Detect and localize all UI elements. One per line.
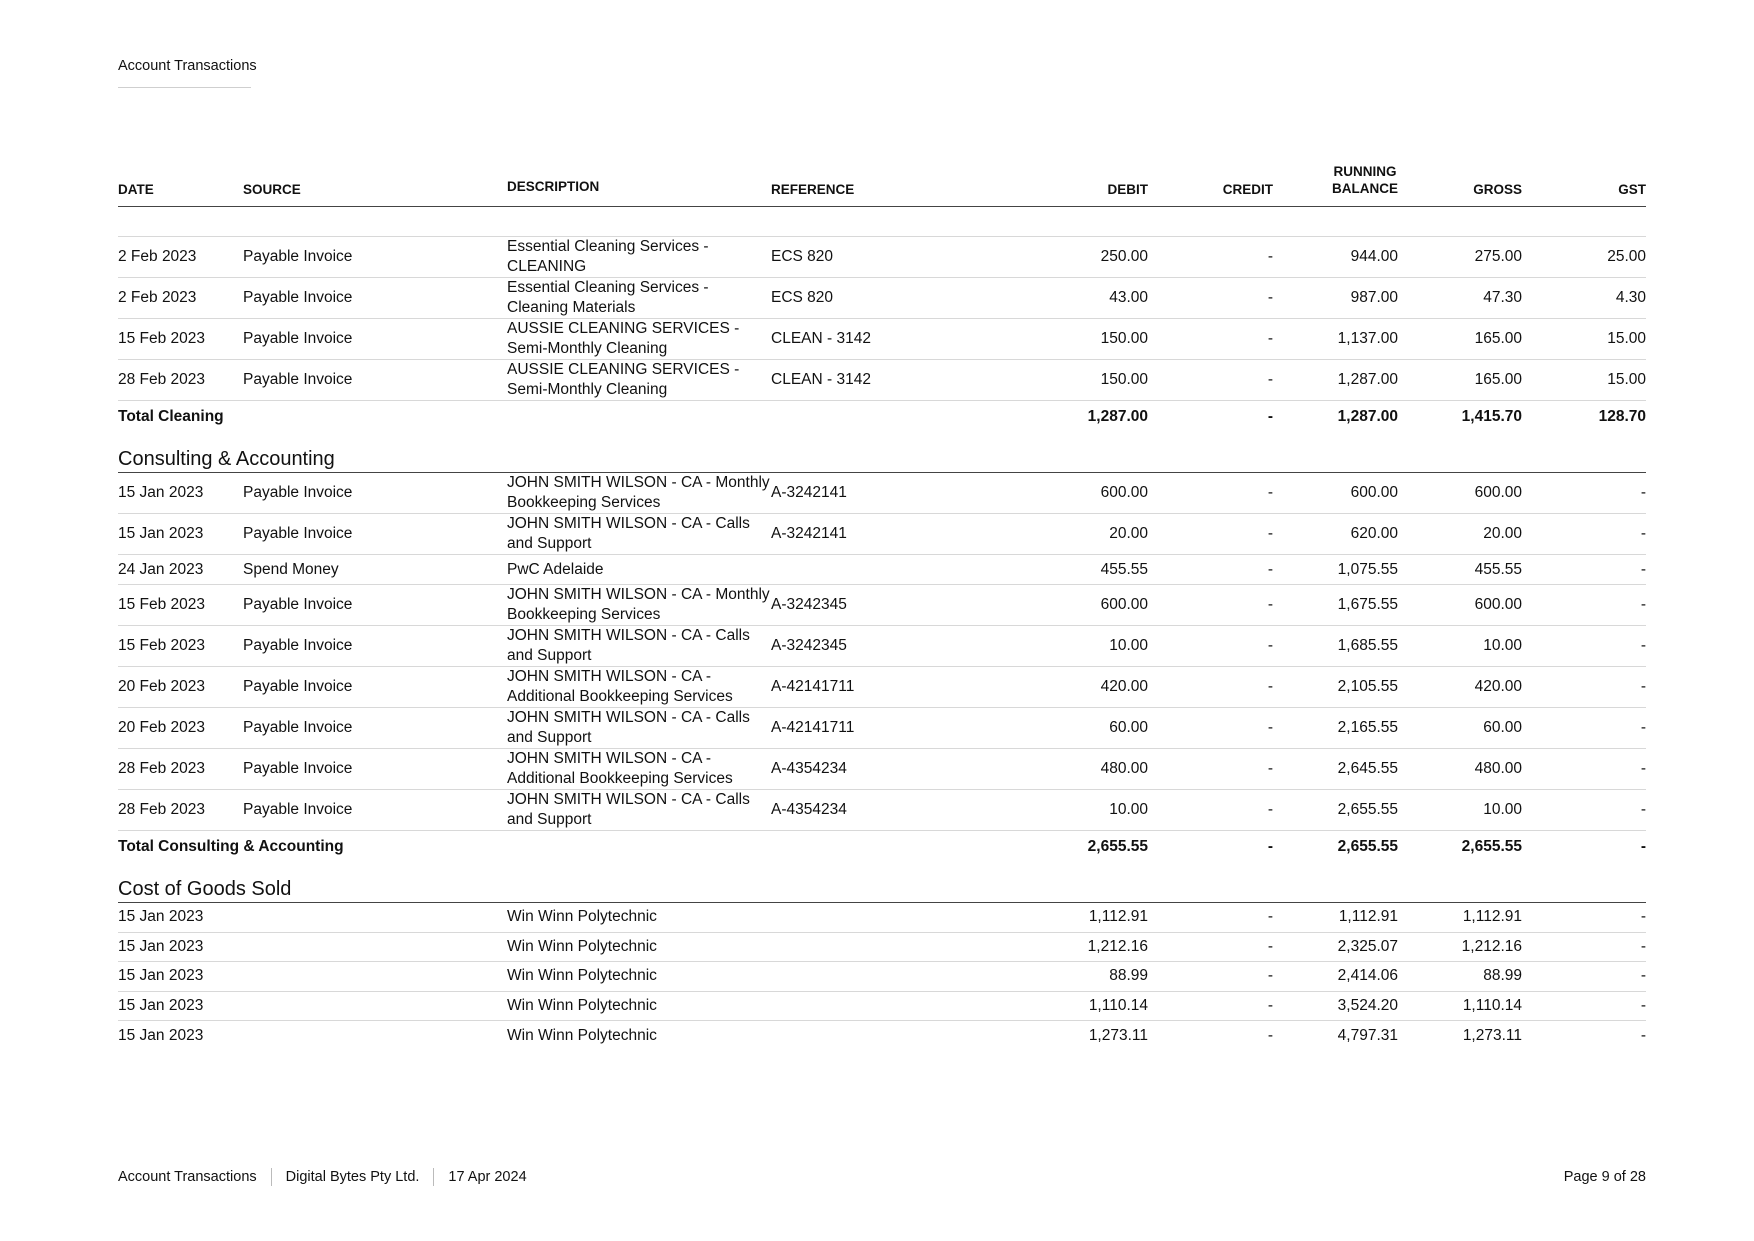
cell-gross: 600.00: [1474, 596, 1522, 613]
cell-description: JOHN SMITH WILSON - CA - Calls and Support: [507, 627, 750, 664]
cell-description: Win Winn Polytechnic: [507, 967, 657, 985]
table-row: [118, 790, 1646, 831]
cell-credit: -: [1267, 637, 1273, 654]
cell-running-balance: 1,137.00: [1337, 330, 1398, 347]
cell-running-balance: 1,685.55: [1337, 637, 1398, 654]
cell-date: 20 Feb 2023: [118, 678, 206, 695]
cell-credit: -: [1267, 289, 1273, 306]
cell-debit: 20.00: [1109, 525, 1148, 542]
cell-reference: A-3242345: [771, 637, 847, 654]
cleaning-section: [118, 237, 1646, 401]
cell-date: 15 Feb 2023: [118, 596, 206, 613]
cell-date: 15 Feb 2023: [118, 637, 206, 654]
cell-description: PwC Adelaide: [507, 560, 604, 578]
cell-reference: A-3242141: [771, 525, 847, 542]
cell-description: Win Winn Polytechnic: [507, 908, 657, 926]
cell-debit: 250.00: [1100, 248, 1148, 265]
cell-gst: -: [1640, 719, 1646, 736]
transactions-table: [118, 165, 1646, 1051]
cell-source: Payable Invoice: [243, 525, 353, 542]
cell-date: 15 Jan 2023: [118, 967, 204, 985]
cell-date: 2 Feb 2023: [118, 289, 197, 306]
cell-credit: -: [1267, 560, 1273, 578]
total-gst: -: [1640, 838, 1646, 855]
table-row: [118, 555, 1646, 585]
cell-gross: 455.55: [1474, 560, 1522, 578]
table-row: [118, 514, 1646, 555]
cell-gross: 275.00: [1474, 248, 1522, 265]
cell-reference: CLEAN - 3142: [771, 371, 871, 388]
cell-reference: CLEAN - 3142: [771, 330, 871, 347]
total-gross: 2,655.55: [1461, 838, 1522, 855]
total-cleaning-row: [118, 401, 1646, 433]
cell-date: 15 Jan 2023: [118, 1026, 204, 1044]
cell-debit: 150.00: [1100, 330, 1148, 347]
cell-date: 15 Jan 2023: [118, 484, 204, 501]
cell-gst: 15.00: [1607, 371, 1646, 388]
cell-gst: -: [1640, 678, 1646, 695]
cell-date: 15 Jan 2023: [118, 908, 204, 926]
cell-gst: -: [1640, 760, 1646, 777]
cell-credit: -: [1267, 908, 1273, 926]
cell-running-balance: 2,645.55: [1337, 760, 1398, 777]
cell-source: Payable Invoice: [243, 289, 353, 306]
cell-date: 2 Feb 2023: [118, 248, 197, 265]
cell-credit: -: [1267, 678, 1273, 695]
cell-date: 15 Jan 2023: [118, 525, 204, 542]
cell-date: 15 Feb 2023: [118, 330, 206, 347]
cell-gross: 20.00: [1483, 525, 1522, 542]
table-row: [118, 278, 1646, 319]
cell-running-balance: 2,414.06: [1337, 967, 1398, 985]
cell-credit: -: [1267, 760, 1273, 777]
cell-description: AUSSIE CLEANING SERVICES - Semi-Monthly Cleaning: [507, 361, 740, 398]
cell-source: Payable Invoice: [243, 801, 353, 818]
cell-description: JOHN SMITH WILSON - CA - Calls and Support: [507, 515, 750, 552]
cell-gst: -: [1640, 996, 1646, 1014]
col-reference: REFERENCE: [771, 182, 855, 197]
cell-description: Essential Cleaning Services - CLEANING: [507, 238, 709, 275]
cell-debit: 1,110.14: [1088, 996, 1148, 1014]
cell-description: Win Winn Polytechnic: [507, 1026, 657, 1044]
cell-debit: 480.00: [1100, 760, 1148, 777]
cell-reference: A-4354234: [771, 760, 847, 777]
table-row: [118, 903, 1646, 933]
cell-running-balance: 1,287.00: [1337, 371, 1398, 388]
cell-description: AUSSIE CLEANING SERVICES - Semi-Monthly Cleaning: [507, 320, 740, 357]
cell-description: JOHN SMITH WILSON - CA - Additional Bookkeeping Services: [507, 668, 733, 705]
cell-running-balance: 1,675.55: [1337, 596, 1398, 613]
cell-description: Win Winn Polytechnic: [507, 996, 657, 1014]
cell-debit: 600.00: [1100, 484, 1148, 501]
cell-description: JOHN SMITH WILSON - CA - Monthly Bookkeeping Services: [507, 474, 770, 511]
cell-description: JOHN SMITH WILSON - CA - Monthly Bookkeeping Services: [507, 586, 770, 623]
cell-description: Essential Cleaning Services - Cleaning Materials: [507, 279, 709, 316]
cell-source: Payable Invoice: [243, 248, 353, 265]
cell-source: Payable Invoice: [243, 484, 353, 501]
consulting-section: [118, 473, 1646, 831]
total-label: Total Consulting & Accounting: [118, 838, 344, 855]
footer-page-number: Page 9 of 28: [1563, 1169, 1646, 1185]
cell-gross: 165.00: [1474, 371, 1522, 388]
cell-debit: 600.00: [1100, 596, 1148, 613]
cell-credit: -: [1267, 248, 1273, 265]
cell-gst: -: [1640, 596, 1646, 613]
footer-company: Digital Bytes Pty Ltd.: [285, 1169, 420, 1185]
total-debit: 2,655.55: [1087, 838, 1148, 855]
cell-running-balance: 987.00: [1350, 289, 1398, 306]
cell-gst: 15.00: [1607, 330, 1646, 347]
cell-gross: 10.00: [1483, 801, 1522, 818]
col-description: DESCRIPTION: [507, 179, 600, 194]
cell-source: Payable Invoice: [243, 678, 353, 695]
cell-gross: 165.00: [1474, 330, 1522, 347]
cell-gst: -: [1640, 908, 1646, 926]
table-row: [118, 749, 1646, 790]
table-row: [118, 933, 1646, 963]
cell-source: Payable Invoice: [243, 371, 353, 388]
cell-reference: ECS 820: [771, 248, 834, 265]
total-credit: -: [1267, 838, 1273, 855]
footer-report-name: Account Transactions: [118, 1169, 257, 1185]
cell-credit: -: [1267, 596, 1273, 613]
cell-gst: -: [1640, 967, 1646, 985]
cell-gst: -: [1640, 484, 1646, 501]
cell-gst: 4.30: [1615, 289, 1646, 306]
cell-source: Spend Money: [243, 560, 339, 578]
cell-description: JOHN SMITH WILSON - CA - Additional Bookkeeping Services: [507, 750, 733, 787]
cell-credit: -: [1267, 525, 1273, 542]
table-row: [118, 237, 1646, 278]
cell-running-balance: 2,105.55: [1337, 678, 1398, 695]
cell-source: Payable Invoice: [243, 596, 353, 613]
cell-credit: -: [1267, 937, 1273, 955]
cell-gross: 1,212.16: [1461, 937, 1522, 955]
cell-running-balance: 944.00: [1350, 248, 1398, 265]
table-row: [118, 992, 1646, 1022]
cell-credit: -: [1267, 719, 1273, 736]
total-debit: 1,287.00: [1087, 408, 1148, 425]
table-row: [118, 1021, 1646, 1051]
table-row: [118, 962, 1646, 992]
col-running-balance: [1273, 163, 1398, 197]
table-row: [118, 585, 1646, 626]
cell-date: 28 Feb 2023: [118, 371, 206, 388]
cell-debit: 43.00: [1109, 289, 1148, 306]
total-running: 1,287.00: [1337, 408, 1398, 425]
cell-reference: ECS 820: [771, 289, 834, 306]
cell-reference: A-42141711: [771, 678, 855, 695]
cell-debit: 420.00: [1100, 678, 1148, 695]
cell-credit: -: [1267, 484, 1273, 501]
cell-gst: -: [1640, 560, 1646, 578]
cell-gst: -: [1640, 937, 1646, 955]
footer-divider: [433, 1168, 434, 1186]
table-row: [118, 360, 1646, 401]
report-header-title: Account Transactions: [118, 58, 257, 74]
cell-date: 28 Feb 2023: [118, 801, 206, 818]
cell-reference: A-3242141: [771, 484, 847, 501]
cell-description: Win Winn Polytechnic: [507, 937, 657, 955]
cell-credit: -: [1267, 1026, 1273, 1044]
cell-description: JOHN SMITH WILSON - CA - Calls and Support: [507, 709, 750, 746]
section-title-consulting: Consulting & Accounting: [118, 445, 1646, 473]
cell-gst: 25.00: [1607, 248, 1646, 265]
cogs-section: [118, 903, 1646, 1051]
total-gross: 1,415.70: [1461, 408, 1522, 425]
cell-debit: 455.55: [1100, 560, 1148, 578]
cell-gross: 60.00: [1483, 719, 1522, 736]
section-gap: [118, 863, 1646, 875]
cell-date: 20 Feb 2023: [118, 719, 206, 736]
cell-running-balance: 2,325.07: [1337, 937, 1398, 955]
cell-running-balance: 1,075.55: [1337, 560, 1398, 578]
cell-debit: 1,212.16: [1087, 937, 1148, 955]
col-gross: GROSS: [1473, 182, 1522, 197]
cell-gst: -: [1640, 1026, 1646, 1044]
total-consulting-row: [118, 831, 1646, 863]
cell-reference: A-42141711: [771, 719, 855, 736]
cell-credit: -: [1267, 371, 1273, 388]
column-header-row: [118, 165, 1646, 207]
cell-running-balance: 620.00: [1350, 525, 1398, 542]
cell-credit: -: [1267, 330, 1273, 347]
col-date: DATE: [118, 182, 154, 197]
col-running-line2: BALANCE: [1332, 181, 1398, 196]
footer-date: 17 Apr 2024: [448, 1169, 527, 1185]
cell-running-balance: 600.00: [1350, 484, 1398, 501]
cell-date: 15 Jan 2023: [118, 937, 204, 955]
col-gst: GST: [1618, 182, 1646, 197]
cell-source: Payable Invoice: [243, 330, 353, 347]
cell-gross: 1,273.11: [1462, 1026, 1522, 1044]
total-gst: 128.70: [1598, 408, 1646, 425]
cell-date: 15 Jan 2023: [118, 996, 204, 1014]
total-credit: -: [1267, 408, 1273, 425]
total-label: Total Cleaning: [118, 408, 224, 425]
cell-gst: -: [1640, 637, 1646, 654]
cell-reference: A-3242345: [771, 596, 847, 613]
cell-gross: 1,112.91: [1462, 908, 1522, 926]
cell-description: JOHN SMITH WILSON - CA - Calls and Support: [507, 791, 750, 828]
cell-date: 24 Jan 2023: [118, 560, 204, 578]
cell-debit: 10.00: [1109, 801, 1148, 818]
cell-gross: 600.00: [1474, 484, 1522, 501]
page-footer: [118, 1168, 1646, 1186]
col-source: SOURCE: [243, 182, 301, 197]
table-row: [118, 473, 1646, 514]
cell-debit: 150.00: [1100, 371, 1148, 388]
cell-running-balance: 4,797.31: [1337, 1026, 1398, 1044]
cell-source: Payable Invoice: [243, 760, 353, 777]
cell-gross: 88.99: [1483, 967, 1522, 985]
cell-running-balance: 1,112.91: [1338, 908, 1398, 926]
table-row: [118, 667, 1646, 708]
cell-debit: 1,273.11: [1088, 1026, 1148, 1044]
cell-debit: 60.00: [1109, 719, 1148, 736]
cell-debit: 10.00: [1109, 637, 1148, 654]
total-running: 2,655.55: [1337, 838, 1398, 855]
cell-gst: -: [1640, 525, 1646, 542]
cell-running-balance: 3,524.20: [1337, 996, 1398, 1014]
cell-gross: 47.30: [1483, 289, 1522, 306]
cell-gst: -: [1640, 801, 1646, 818]
cell-reference: A-4354234: [771, 801, 847, 818]
cell-running-balance: 2,655.55: [1337, 801, 1398, 818]
cell-credit: -: [1267, 996, 1273, 1014]
cell-debit: 88.99: [1109, 967, 1148, 985]
footer-divider: [271, 1168, 272, 1186]
table-row: [118, 319, 1646, 360]
cell-credit: -: [1267, 967, 1273, 985]
cell-gross: 1,110.14: [1462, 996, 1522, 1014]
cell-gross: 420.00: [1474, 678, 1522, 695]
cell-source: Payable Invoice: [243, 637, 353, 654]
header-underline: [118, 87, 251, 88]
cell-credit: -: [1267, 801, 1273, 818]
col-debit: DEBIT: [1107, 182, 1148, 197]
cell-date: 28 Feb 2023: [118, 760, 206, 777]
spacer-row: [118, 207, 1646, 237]
section-title-cogs: Cost of Goods Sold: [118, 875, 1646, 903]
col-running-line1: RUNNING: [1333, 164, 1397, 179]
cell-gross: 480.00: [1474, 760, 1522, 777]
cell-source: Payable Invoice: [243, 719, 353, 736]
col-credit: CREDIT: [1222, 182, 1273, 197]
section-gap: [118, 433, 1646, 445]
table-row: [118, 708, 1646, 749]
cell-debit: 1,112.91: [1088, 908, 1148, 926]
table-row: [118, 626, 1646, 667]
cell-running-balance: 2,165.55: [1337, 719, 1398, 736]
cell-gross: 10.00: [1483, 637, 1522, 654]
